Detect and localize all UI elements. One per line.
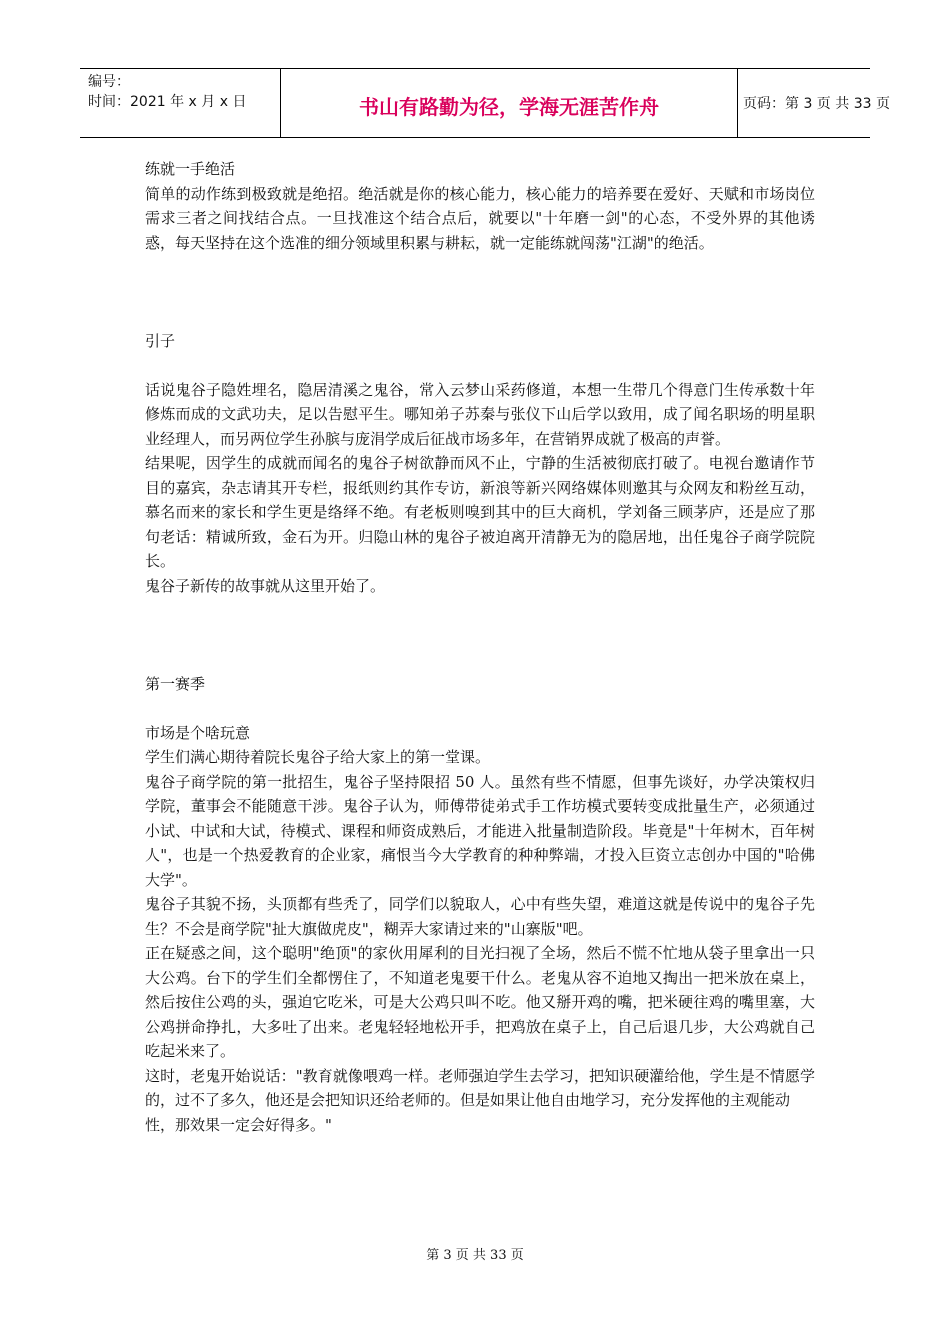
paragraph: 正在疑惑之间，这个聪明"绝顶"的家伙用犀利的目光扫视了全场，然后不慌不忙地从袋子里拿出一只大公鸡。台下的学生们全都愣住了，不知道老鬼要干什么。老鬼从容不迫地又掏出一把米放在桌上，然后按住公鸡的头，强迫它吃米，可是大公鸡只叫不吃。他又掰开鸡的嘴，把米硬往鸡的嘴里塞，大公鸡拼命挣扎，大多吐了出来。老鬼轻轻地松开手，把鸡放在桌子上，自己后退几步，大公鸡就自己吃起米来了。 (145, 944, 815, 1060)
paragraph: 性，那效果一定会好得多。" (145, 1115, 332, 1134)
document-number-label: 编号： (88, 74, 130, 90)
section-heading: 引子 (145, 331, 176, 350)
section-heading: 练就一手绝活 (145, 160, 236, 178)
document-body (145, 157, 815, 1137)
paragraph: 鬼谷子其貌不扬，头顶都有些秃了，同学们以貌取人，心中有些失望，难道这就是传说中的鬼谷子先生？不会是商学院"扯大旗做虎皮"，糊弄大家请过来的"山寨版"吧。 (145, 895, 815, 938)
header-motto-cell (280, 69, 738, 137)
header-meta-cell (80, 69, 280, 137)
section-heading: 市场是个啥玩意 (145, 723, 251, 742)
paragraph: 鬼谷子商学院的第一批招生，鬼谷子坚持限招 50 人。虽然有些不情愿，但事先谈好，办学决策权归学院，董事会不能随意干涉。鬼谷子认为，师傅带徒弟式手工作坊模式要转变成批量生产，必须通过小试、中试和大试，待模式、课程和师资成熟后，才能进入批量制造阶段。毕竟是"十年树木，百年树人"，也是一个热爱教育的企业家，痛恨当今大学教育的种种弊端，才投入巨资立志创办中国的"哈佛大学"。 (145, 772, 815, 889)
header-page-info: 页码：第 3 页 共 33 页 (743, 96, 890, 112)
document-date: 时间：2021 年 x 月 x 日 (88, 94, 247, 110)
page-header (80, 68, 890, 138)
paragraph: 学生们满心期待着院长鬼谷子给大家上的第一堂课。 (145, 748, 491, 766)
paragraph: 鬼谷子新传的故事就从这里开始了。 (145, 576, 386, 595)
paragraph: 话说鬼谷子隐姓埋名，隐居清溪之鬼谷，常入云梦山采药修道，本想一生带几个得意门生传承数十年修炼而成的文武功夫，足以告慰平生。哪知弟子苏秦与张仪下山后学以致用，成了闻名职场的明星职业经理人，而另两位学生孙膑与庞涓学成后征战市场多年，在营销界成就了极高的声誉。 (145, 380, 815, 448)
page-footer: 第 3 页 共 33 页 (426, 1248, 524, 1263)
section-heading: 第一赛季 (145, 674, 206, 693)
header-motto: 书山有路勤为径，学海无涯苦作舟 (359, 95, 659, 119)
header-page-cell (737, 69, 890, 137)
paragraph: 结果呢，因学生的成就而闻名的鬼谷子树欲静而风不止，宁静的生活被彻底打破了。电视台邀请作节目的嘉宾，杂志请其开专栏，报纸则约其作专访，新浪等新兴网络媒体则邀其与众网友和粉丝互动，慕名而来的家长和学生更是络绎不绝。有老板则嗅到其中的巨大商机，学刘备三顾茅庐，还是应了那句老话：精诚所致，金石为开。归隐山林的鬼谷子被迫离开清静无为的隐居地，出任鬼谷子商学院院长。 (145, 454, 815, 570)
paragraph: 这时，老鬼开始说话："教育就像喂鸡一样。老师强迫学生去学习，把知识硬灌给他，学生是不情愿学的，过不了多久，他还是会把知识还给老师的。但是如果让他自由地学习，充分发挥他的主观能动 (145, 1066, 815, 1109)
paragraph: 简单的动作练到极致就是绝招。绝活就是你的核心能力，核心能力的培养要在爱好、天赋和市场岗位需求三者之间找结合点。一旦找准这个结合点后，就要以"十年磨一剑"的心态，不受外界的其他诱惑，每天坚持在这个选准的细分领域里积累与耕耘，就一定能练就闯荡"江湖"的绝活。 (145, 184, 815, 252)
